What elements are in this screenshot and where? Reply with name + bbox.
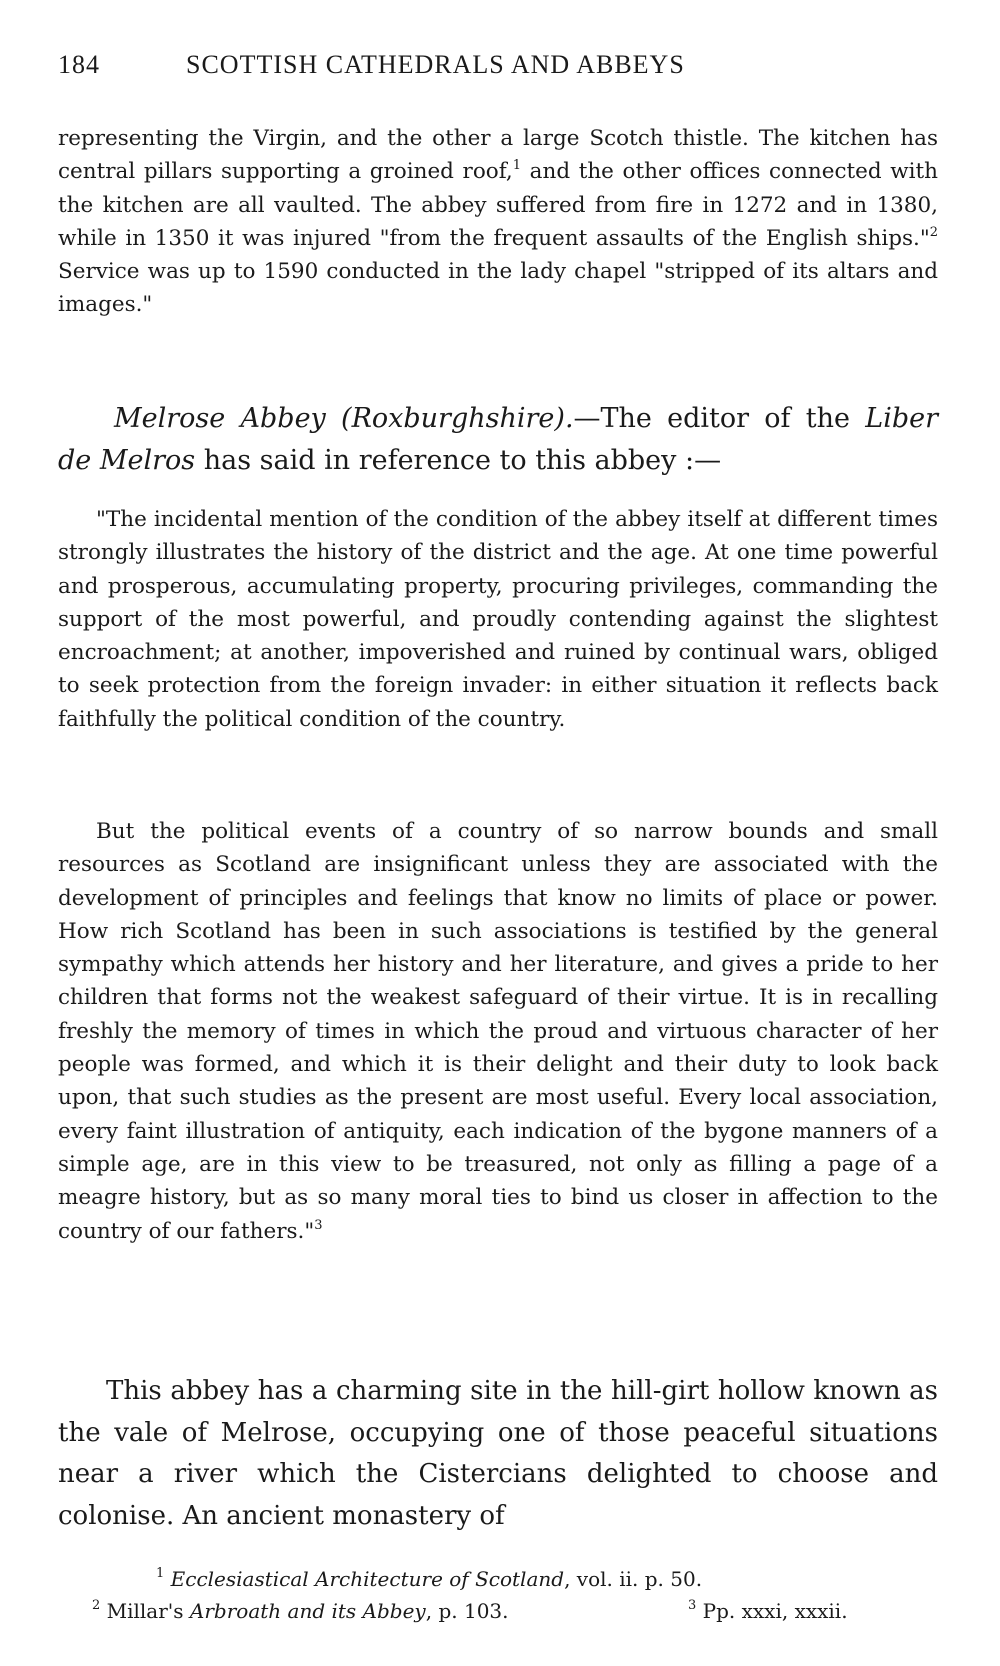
footnote-1-title: Ecclesiastical Architecture of Scotland — [170, 1567, 565, 1591]
footnote-ref-2: 2 — [929, 224, 938, 240]
footnote-2-pre: Millar's — [106, 1599, 190, 1623]
page-number: 184 — [58, 50, 100, 79]
section-heading: Melrose Abbey (Roxburghshire). — [114, 403, 574, 434]
footnote-1 — [58, 1565, 938, 1593]
heading-dash-text: —The editor of the — [573, 403, 866, 434]
footnote-1-rest: , vol. ii. p. 50. — [564, 1567, 703, 1591]
body-paragraph: This abbey has a charming site in the hill-girt hollow known as the vale of Melrose, occupying one of those peaceful situations near a river which the Cistercians delighted to choose and colonise. An ancient monastery of — [58, 1376, 938, 1531]
p1-text-2: and the other offices connected with the kitchen are all vaulted. The abbey suffered from fire in 1272 and in 1380, while in 1350 it was injured "from the frequent assaults of the English ships." — [58, 159, 939, 251]
p1-text-3: Service was up to 1590 conducted in the lady chapel "stripped of its altars and images." — [58, 259, 938, 318]
block-quote-para-1: "The incidental mention of the condition of the abbey itself at different times strongly illustrates the history of the district and the age. At one time powerful and prosperous, accumulating property, procuring privileges, commanding the support of the most powerful, and proudly contending against the slightest encroachment; at another, impoverished and ruined by continual wars, obliged to seek protection from the foreign invader: in either situation it reflects back faithfully the political condition of the country. — [58, 507, 938, 732]
block-quote-para-2 — [58, 815, 938, 1248]
running-title: SCOTTISH CATHEDRALS AND ABBEYS — [186, 50, 685, 79]
section-heading-paragraph — [58, 398, 938, 482]
footnote-2-title: Arbroath and its Abbey — [189, 1599, 426, 1623]
paragraph-continuation — [58, 122, 938, 322]
p1-text: representing the Virgin, and the other a large Scotch thistle. The kitchen has central pillars supporting a groined roof, — [58, 126, 938, 185]
footnote-2 — [58, 1597, 938, 1625]
footnote-1-mark: 1 — [156, 1566, 165, 1581]
book-title: Liber de Melros — [58, 403, 938, 476]
footnote-ref-3: 3 — [314, 1217, 323, 1233]
footnote-2-rest: , p. 103. — [425, 1599, 509, 1623]
footnote-2-mark: 2 — [92, 1598, 101, 1613]
heading-rest-text: has said in reference to this abbey :— — [195, 445, 722, 476]
footnote-3-text: Pp. xxxi, xxxii. — [702, 1599, 848, 1623]
running-header — [58, 50, 938, 90]
quote-para-2-text: But the political events of a country of so narrow bounds and small resources as Scotland are insignificant unless they are associated with the development of principles and feelings that know no limits of place or power. How rich Scotland has been in such associations is testified by the general sympathy which attends her history and her literature, and gives a pride to her children that forms not the weakest safeguard of their virtue. It is in recalling freshly the memory of times in which the proud and virtuous character of her people was formed, and which it is their delight and their duty to look back upon, that such studies as the present are most useful. Every local association, every faint illustration of antiquity, each indication of the bygone manners of a simple age, are in this view to be treasured, not only as filling a page of a meagre history, but as so many moral ties to bind us closer in affection to the country of our fathers." — [58, 819, 938, 1244]
footnote-3-mark: 3 — [688, 1598, 697, 1613]
footnote-3 — [688, 1597, 848, 1625]
footnote-ref-1: 1 — [512, 158, 522, 174]
